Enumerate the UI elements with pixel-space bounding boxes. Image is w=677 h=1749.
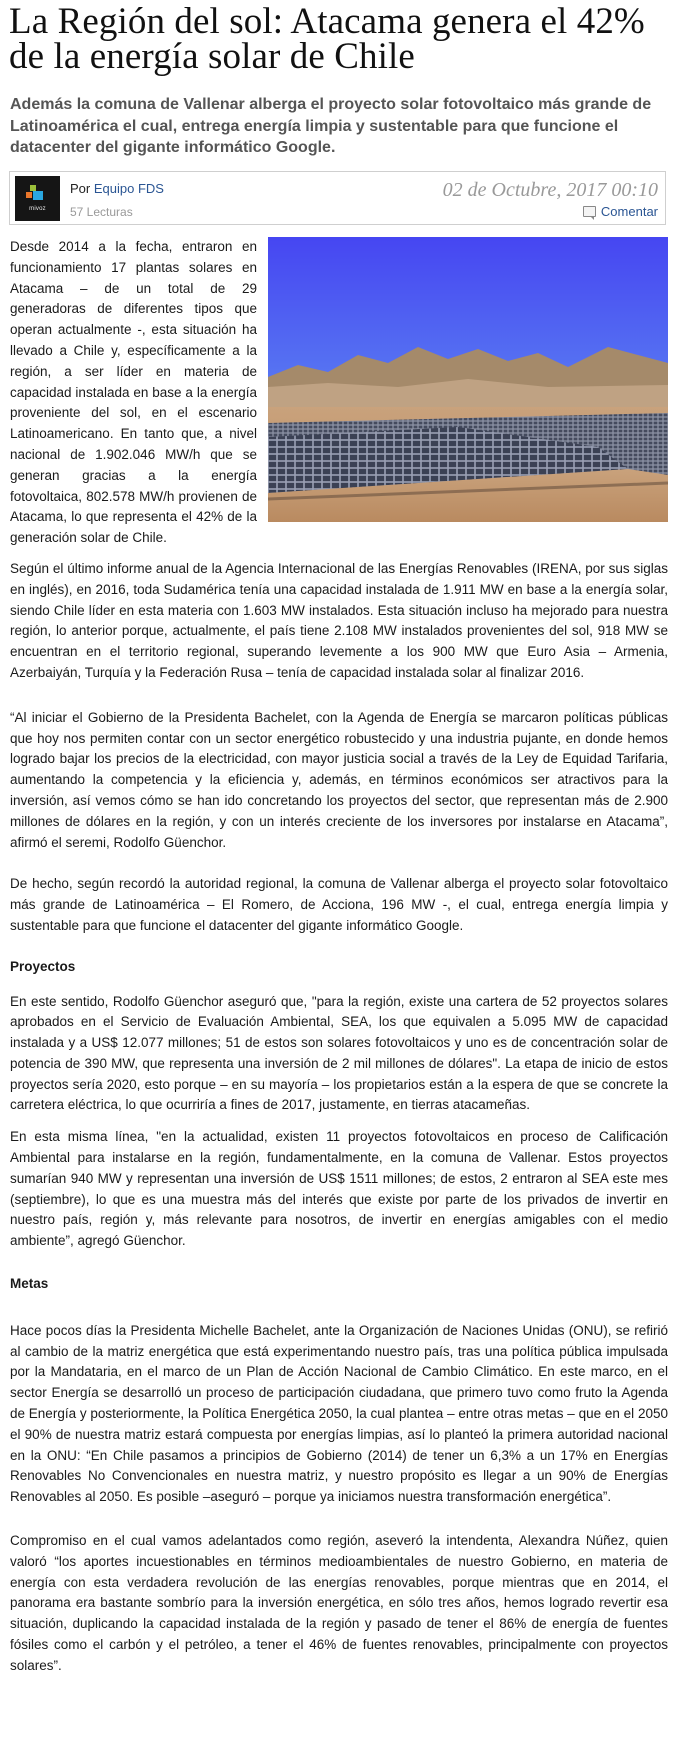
logo-text: mivoz: [29, 206, 46, 212]
paragraph: Según el último informe anual de la Agencia Internacional de las Energías Renovables (IRENA, por sus siglas en inglés), en 2016, toda Sudamérica tenía una capacidad instalada de 1.911 MW en base a la energía solar, siendo Chile líder en esta materia con 1.603 MW instalados. Esta situación incluso ha mejorado para nuestra región, lo anterior porque, actualmente, el país tiene 2.108 MW instalados provenientes del sol, 918 MW se encuentran en el territorio regional, superando levemente a los 900 MW que Euro Asia – Armenia, Azerbaiyán, Turquía y la Federación Rusa – tenía de capacidad instalada solar al finalizar 2016.: [10, 560, 668, 680]
paragraph: Hace pocos días la Presidenta Michelle Bachelet, ante la Organización de Naciones Unidas (ONU), se refirió al cambio de la matriz energética que está experimentando nuestro país, tras una política pública impulsada por la Mandataria, en el marco de un Plan de Acción Nacional de Cambio Climático. En este marco, en el sector Energía se desarrolló un proceso de participación ciudadana, que primero tuvo como fruto la Agenda de Energía y posteriormente, la Política Energética 2050, la cual plantea – entre otras metas – que en el 2050 el 90% de nuestra matriz estará compuesta por energías limpias, así lo planteó la primera autoridad nacional en la ONU: “En Chile pasamos a principios de Gobierno (2014) de tener un 6,3% a un 17% en Energías Renovables No Convencionales en nuestra matriz, y nuestro propósito es llegar a un 90% de Energías Renovables al 2050. Es posible –aseguró – porque ya iniciamos nuestra transformación energética”.: [10, 1322, 668, 1505]
author-avatar-logo[interactable]: [15, 176, 60, 221]
author-link[interactable]: Equipo FDS: [93, 181, 164, 196]
paragraph: En esta misma línea, "en la actualidad, existen 11 proyectos fotovoltaicos en proceso de Calificación Ambiental para instalarse en la región, fundamentalmente, en la comuna de Vallenar. Estos proyectos sumarían 940 MW y representan una inversión de US$ 1511 millones; de estos, 2 entraron al SEA este mes (septiembre), lo que es una muestra más del interés que existe por parte de los privados de invertir en nuestro país, región y, más relevante para nosotros, de invertir en energías amigables con el medio ambiente”, agregó Güenchor.: [10, 1129, 668, 1249]
logo-square-orange: [26, 192, 32, 198]
article-meta-box: [9, 171, 666, 225]
publish-date: 02 de Octubre, 2017 00:10: [442, 179, 658, 201]
comment-link[interactable]: [583, 204, 658, 219]
solar-plant-photo: [268, 237, 668, 522]
article-subtitle: Además la comuna de Vallenar alberga el proyecto solar fotovoltaico más grande de Latinoamérica el cual, entrega energía limpia y sustentable para que funcione el datacenter del gigante informático Google.: [10, 96, 652, 156]
reads-count: 57 Lecturas: [70, 205, 133, 219]
by-label: Por: [70, 181, 91, 196]
paragraph: En este sentido, Rodolfo Güenchor aseguró que, "para la región, existe una cartera de 52 proyectos solares aprobados en el Servicio de Evaluación Ambiental, SEA, los que equivalen a 5.095 MW de capacidad instalada y a US$ 12.077 millones; 51 de estos son solares fotovoltaicos y uno es de concentración solar de potencia de 390 MW, que representa una inversión de 2 mil millones de dólares". La etapa de inicio de estos proyectos sería 2020, esto porque – en su mayoría – los propietarios están a la espera de que se concrete la carretera eléctrica, lo que ocurriría a fines de 2017, justamente, en tierras atacameñas.: [10, 993, 668, 1113]
logo-square-blue: [33, 191, 43, 200]
paragraph: Compromiso en el cual vamos adelantados como región, aseveró la intendenta, Alexandra Núñez, quien valoró “los aportes incuestionables en términos medioambientales de nuestro Gobierno, en materia de energía con esta verdadera revolución de las energías renovables, porque mientras que en 2014, el panorama era bastante sombrío para la inversión energética, en sólo tres años, hemos logrado revertir esa situación, duplicando la capacidad instalada de la región y pasado de tener el 86% de energía de fuentes fósiles como el carbón y el petróleo, a tener el 46% de fuentes renovables, principalmente con proyectos solares”.: [10, 1533, 668, 1673]
section-heading-projects: Proyectos: [10, 958, 76, 974]
paragraph: Desde 2014 a la fecha, entraron en funcionamiento 17 plantas solares en Atacama – de un total de 29 generadoras de diferentes tipos que operan actualmente -, esta situación ha llevado a Chile y, específicamente a la región, a ser líder en materia de capacidad instalada en base a la energía proveniente del sol, en el escenario Latinoamericano. En tanto que, a nivel nacional de 1.902.046 MW/h que se generan gracias a la energía fotovoltaica, 802.578 MW/h provienen de Atacama, lo que representa el 42% de la generación solar de Chile.: [10, 239, 257, 546]
paragraph: De hecho, según recordó la autoridad regional, la comuna de Vallenar alberga el proyecto solar fotovoltaico más grande de Latinoamérica – El Romero, de Acciona, 196 MW -, el cual, entrega energía limpia y sustentable para que funcione el datacenter del gigante informático Google.: [10, 876, 668, 933]
author-line: [70, 181, 164, 196]
article-title: La Región del sol: Atacama genera el 42% de la energía solar de Chile: [9, 1, 645, 77]
solar-plant-illustration: [268, 237, 668, 522]
paragraph: “Al iniciar el Gobierno de la Presidenta Bachelet, con la Agenda de Energía se marcaron políticas públicas que hoy nos permiten contar con un sector energético robustecido y una industria pujante, en donde hemos logrado bajar los precios de la electricidad, con mayor justicia social a través de la Ley de Equidad Tarifaria, aumentando la competencia y la eficiencia y, además, en términos económicos ser atractivos para la inversión, así vemos cómo se han ido concretando los proyectos del sector, que representan más de 2.900 millones de dólares en la región, y con un interés creciente de los inversores por instalarse en Atacama”, afirmó el seremi, Rodolfo Güenchor.: [10, 709, 668, 850]
speech-bubble-icon: [583, 206, 596, 217]
comment-label: Comentar: [600, 204, 658, 219]
article-body: [10, 237, 668, 1677]
section-heading-goals: Metas: [10, 1276, 49, 1292]
